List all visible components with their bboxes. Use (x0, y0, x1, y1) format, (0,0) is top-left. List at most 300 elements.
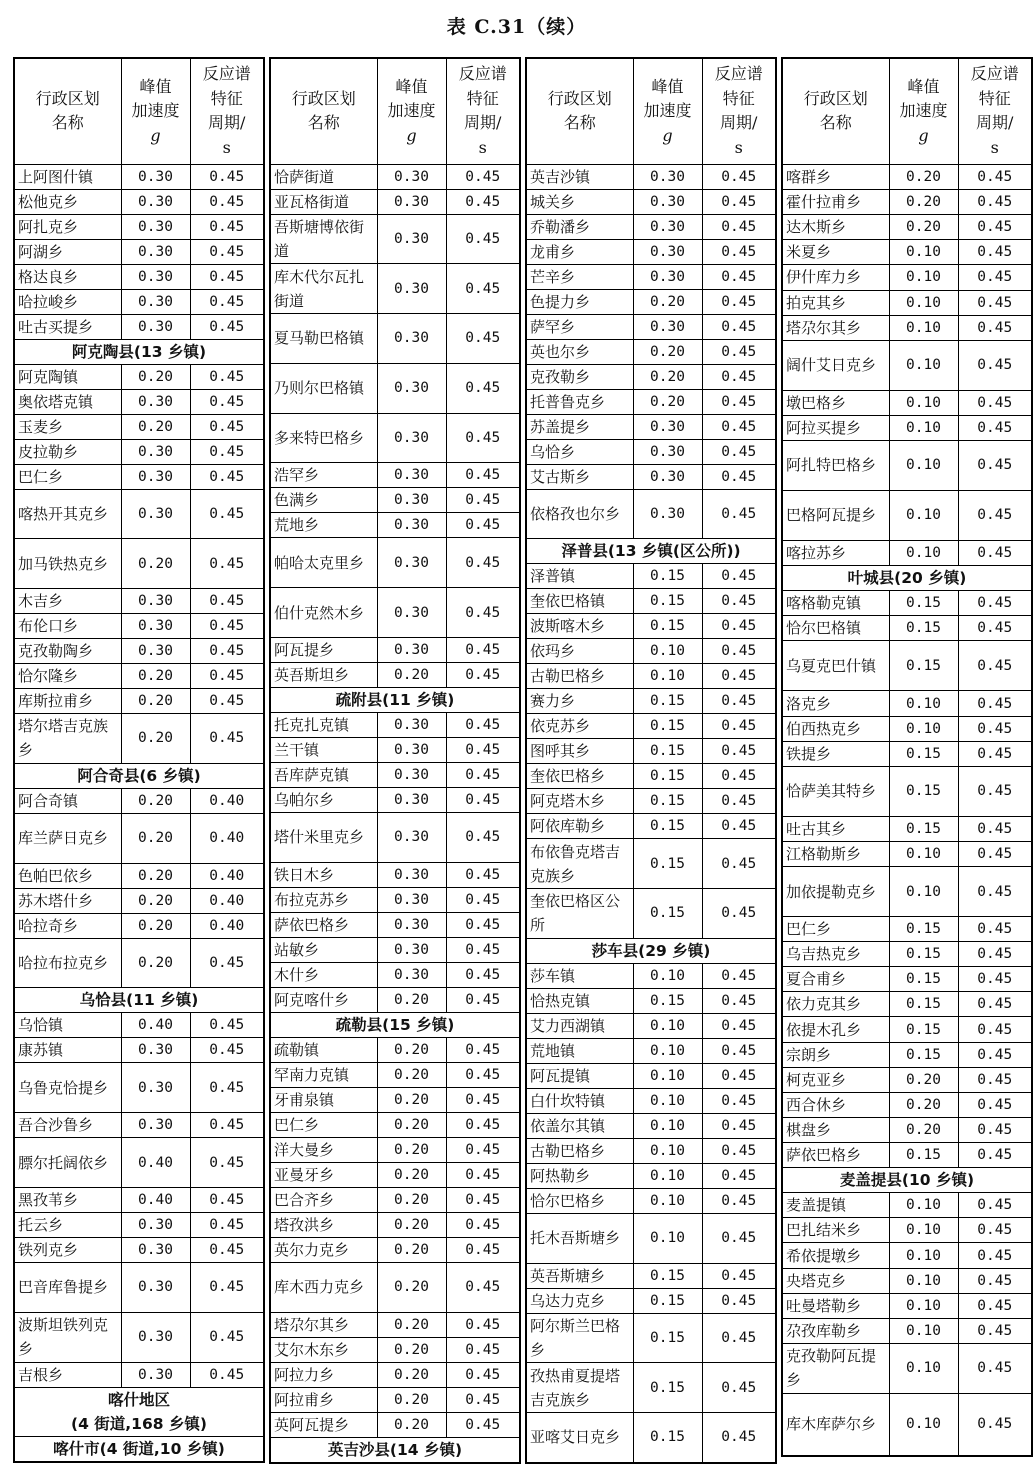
table-row (14, 1213, 264, 1238)
cell-pga: 0.20 (377, 663, 446, 688)
table-row (526, 963, 776, 988)
cell-period: 0.45 (958, 591, 1032, 616)
cell-period: 0.45 (958, 290, 1032, 315)
cell-period: 0.45 (958, 641, 1032, 691)
table-row (270, 962, 520, 987)
cell-pga: 0.15 (889, 591, 958, 616)
table-row (270, 1112, 520, 1137)
table-row (526, 689, 776, 714)
cell-period: 0.45 (190, 1312, 264, 1362)
cell-period: 0.45 (958, 1393, 1032, 1456)
cell-pga: 0.30 (633, 464, 702, 489)
table-container (13, 57, 1025, 1457)
table-row (526, 214, 776, 239)
table-row (270, 763, 520, 788)
cell-period: 0.45 (446, 1312, 520, 1337)
cell-name: 希依提墩乡 (782, 1243, 889, 1268)
cell-period: 0.45 (190, 689, 264, 714)
cell-name: 阿扎克乡 (14, 214, 121, 239)
table-row (14, 464, 264, 489)
cell-pga: 0.20 (377, 1037, 446, 1062)
cell-period: 0.45 (958, 741, 1032, 766)
table-row (270, 214, 520, 264)
cell-period: 0.45 (702, 789, 776, 814)
cell-period: 0.45 (190, 439, 264, 464)
table-row (526, 314, 776, 339)
cell-period: 0.45 (446, 189, 520, 214)
cell-pga: 0.30 (633, 414, 702, 439)
cell-name: 柯克亚乡 (782, 1067, 889, 1092)
table-row (782, 340, 1032, 390)
cell-period: 0.45 (702, 389, 776, 414)
table-row (14, 364, 264, 389)
cell-name: 铁列克乡 (14, 1238, 121, 1263)
cell-period: 0.45 (702, 963, 776, 988)
cell-pga: 0.20 (377, 1162, 446, 1187)
table-row (782, 867, 1032, 917)
cell-period: 0.45 (702, 1263, 776, 1288)
table-row (526, 714, 776, 739)
cell-period: 0.40 (190, 913, 264, 938)
header-pga: 峰值 加速度 g (377, 58, 446, 164)
section-row (14, 1437, 264, 1463)
cell-name: 阿尔斯兰巴格乡 (526, 1313, 633, 1363)
cell-pga: 0.10 (889, 340, 958, 390)
cell-name: 喀群乡 (782, 164, 889, 189)
table-row (270, 738, 520, 763)
cell-period: 0.45 (702, 414, 776, 439)
table-row (782, 1318, 1032, 1343)
table-row (526, 164, 776, 189)
section-row (14, 988, 264, 1013)
section-title: 阿克陶县(13 乡镇) (14, 339, 264, 364)
section-title: 英吉沙县(14 乡镇) (270, 1437, 520, 1463)
table-row (270, 1387, 520, 1412)
cell-pga: 0.20 (377, 1212, 446, 1237)
header-period: 反应谱 特征 周期/ s (702, 58, 776, 164)
cell-name: 江格勒斯乡 (782, 841, 889, 866)
cell-name: 喀格勒克镇 (782, 591, 889, 616)
cell-name: 英吉沙镇 (526, 164, 633, 189)
cell-name: 奎依巴格镇 (526, 589, 633, 614)
cell-period: 0.45 (446, 937, 520, 962)
cell-pga: 0.20 (377, 1262, 446, 1312)
cell-pga: 0.20 (377, 1137, 446, 1162)
cell-period: 0.45 (702, 1038, 776, 1063)
cell-pga: 0.30 (377, 413, 446, 463)
cell-name: 松他克乡 (14, 189, 121, 214)
section-row (14, 763, 264, 788)
cell-pga: 0.10 (889, 1218, 958, 1243)
cell-pga: 0.15 (633, 564, 702, 589)
cell-period: 0.45 (446, 1262, 520, 1312)
cell-name: 帕哈太克里乡 (270, 538, 377, 588)
cell-name: 波斯喀木乡 (526, 614, 633, 639)
cell-name: 哈拉峻乡 (14, 289, 121, 314)
table-row (14, 239, 264, 264)
cell-name: 恰热克镇 (526, 988, 633, 1013)
cell-period: 0.45 (190, 1138, 264, 1188)
cell-pga: 0.10 (889, 541, 958, 566)
cell-pga: 0.30 (121, 189, 190, 214)
cell-period: 0.45 (958, 867, 1032, 917)
cell-name: 库木西力克乡 (270, 1262, 377, 1312)
cell-name: 西合休乡 (782, 1092, 889, 1117)
cell-period: 0.45 (702, 714, 776, 739)
cell-pga: 0.30 (377, 638, 446, 663)
cell-period: 0.45 (446, 1362, 520, 1387)
cell-pga: 0.30 (377, 513, 446, 538)
table-row (526, 664, 776, 689)
cell-pga: 0.30 (121, 1213, 190, 1238)
table-column-2 (269, 57, 521, 1464)
section-row (270, 1437, 520, 1463)
cell-period: 0.45 (446, 638, 520, 663)
cell-pga: 0.30 (121, 214, 190, 239)
cell-name: 孜热甫夏提塔吉克族乡 (526, 1363, 633, 1413)
table-row (526, 389, 776, 414)
header-period: 反应谱 特征 周期/ s (190, 58, 264, 164)
cell-pga: 0.30 (121, 1038, 190, 1063)
cell-period: 0.45 (958, 1268, 1032, 1293)
table-row (270, 538, 520, 588)
cell-pga: 0.20 (377, 1237, 446, 1262)
cell-pga: 0.30 (121, 614, 190, 639)
header-name: 行政区划 名称 (526, 58, 633, 164)
cell-name: 英吾斯塘乡 (526, 1263, 633, 1288)
cell-period: 0.45 (702, 1163, 776, 1188)
header-period: 反应谱 特征 周期/ s (446, 58, 520, 164)
cell-period: 0.45 (958, 1017, 1032, 1042)
table-row (782, 265, 1032, 290)
table-row (526, 339, 776, 364)
section-title: 乌恰县(11 乡镇) (14, 988, 264, 1013)
cell-pga: 0.15 (889, 917, 958, 942)
cell-name: 阿扎特巴格乡 (782, 440, 889, 490)
section-row (270, 1012, 520, 1037)
cell-period: 0.45 (190, 414, 264, 439)
cell-pga: 0.10 (633, 963, 702, 988)
cell-pga: 0.10 (633, 1163, 702, 1188)
table-row (270, 912, 520, 937)
cell-period: 0.45 (446, 1087, 520, 1112)
cell-period: 0.45 (702, 739, 776, 764)
cell-period: 0.45 (446, 887, 520, 912)
cell-name: 罕南力克镇 (270, 1062, 377, 1087)
table-row (14, 214, 264, 239)
cell-pga: 0.30 (121, 464, 190, 489)
header-name: 行政区划 名称 (14, 58, 121, 164)
cell-pga: 0.30 (121, 589, 190, 614)
cell-period: 0.45 (190, 189, 264, 214)
cell-pga: 0.30 (121, 389, 190, 414)
cell-name: 阿瓦提乡 (270, 638, 377, 663)
cell-pga: 0.10 (889, 1268, 958, 1293)
cell-pga: 0.20 (377, 1087, 446, 1112)
cell-pga: 0.20 (633, 389, 702, 414)
cell-pga: 0.15 (633, 1288, 702, 1313)
cell-pga: 0.20 (377, 1412, 446, 1437)
table-row (526, 1013, 776, 1038)
cell-name: 阔什艾日克乡 (782, 340, 889, 390)
table-row (270, 264, 520, 314)
cell-name: 阿拉买提乡 (782, 415, 889, 440)
cell-pga: 0.10 (633, 1013, 702, 1038)
cell-pga: 0.30 (633, 314, 702, 339)
cell-period: 0.45 (446, 513, 520, 538)
cell-pga: 0.10 (633, 1038, 702, 1063)
cell-name: 乌鲁克恰提乡 (14, 1063, 121, 1113)
cell-period: 0.45 (958, 340, 1032, 390)
section-title: 莎车县(29 乡镇) (526, 938, 776, 963)
cell-name: 巴音库鲁提乡 (14, 1263, 121, 1313)
table-row (526, 739, 776, 764)
table-row (526, 789, 776, 814)
cell-period: 0.45 (958, 215, 1032, 240)
table-row (526, 1088, 776, 1113)
cell-name: 艾尔木东乡 (270, 1337, 377, 1362)
table-row (270, 413, 520, 463)
cell-pga: 0.10 (889, 867, 958, 917)
cell-name: 巴仁乡 (270, 1112, 377, 1137)
cell-name: 艾力西湖镇 (526, 1013, 633, 1038)
cell-name: 康苏镇 (14, 1038, 121, 1063)
cell-name: 宗朗乡 (782, 1042, 889, 1067)
cell-period: 0.45 (446, 862, 520, 887)
header-pga: 峰值 加速度 g (633, 58, 702, 164)
table-row (526, 1138, 776, 1163)
cell-period: 0.45 (190, 714, 264, 764)
cell-period: 0.45 (958, 942, 1032, 967)
table-row (782, 716, 1032, 741)
table-row (270, 1412, 520, 1437)
table-row (14, 289, 264, 314)
cell-pga: 0.30 (377, 862, 446, 887)
cell-pga: 0.30 (633, 214, 702, 239)
table-row (526, 289, 776, 314)
cell-pga: 0.20 (377, 1387, 446, 1412)
cell-pga: 0.15 (633, 789, 702, 814)
cell-pga: 0.20 (633, 364, 702, 389)
cell-period: 0.45 (702, 1213, 776, 1263)
table-row (526, 564, 776, 589)
cell-period: 0.45 (446, 1162, 520, 1187)
cell-period: 0.45 (446, 713, 520, 738)
table-row (270, 1137, 520, 1162)
cell-name: 古勒巴格乡 (526, 1138, 633, 1163)
cell-name: 巴扎结米乡 (782, 1218, 889, 1243)
cell-period: 0.45 (702, 189, 776, 214)
cell-name: 古勒巴格乡 (526, 664, 633, 689)
cell-period: 0.45 (446, 1412, 520, 1437)
cell-name: 托云乡 (14, 1213, 121, 1238)
cell-name: 波斯坦铁列克乡 (14, 1312, 121, 1362)
cell-pga: 0.30 (633, 264, 702, 289)
cell-name: 阿克塔木乡 (526, 789, 633, 814)
table-row (526, 1313, 776, 1363)
cell-name: 米夏乡 (782, 240, 889, 265)
table-row (782, 917, 1032, 942)
cell-pga: 0.30 (633, 439, 702, 464)
cell-period: 0.45 (702, 339, 776, 364)
cell-period: 0.45 (190, 1013, 264, 1038)
cell-period: 0.45 (702, 814, 776, 839)
table-row (270, 164, 520, 189)
cell-pga: 0.20 (889, 164, 958, 189)
cell-name: 赛力乡 (526, 689, 633, 714)
table-row (270, 189, 520, 214)
cell-period: 0.45 (958, 1042, 1032, 1067)
cell-pga: 0.20 (377, 1062, 446, 1087)
cell-name: 艾古斯乡 (526, 464, 633, 489)
cell-pga: 0.15 (633, 739, 702, 764)
cell-name: 格达良乡 (14, 264, 121, 289)
cell-period: 0.45 (958, 190, 1032, 215)
cell-name: 图呼其乡 (526, 739, 633, 764)
cell-name: 阿依库勒乡 (526, 814, 633, 839)
cell-name: 哈拉布拉克乡 (14, 938, 121, 988)
cell-period: 0.45 (190, 539, 264, 589)
table-row (526, 189, 776, 214)
cell-name: 色提力乡 (526, 289, 633, 314)
cell-period: 0.45 (446, 962, 520, 987)
cell-name: 布伦口乡 (14, 614, 121, 639)
header-period: 反应谱 特征 周期/ s (958, 58, 1032, 164)
cell-pga: 0.10 (889, 390, 958, 415)
section-title: 疏勒县(15 乡镇) (270, 1012, 520, 1037)
cell-pga: 0.40 (121, 1138, 190, 1188)
cell-pga: 0.10 (889, 1243, 958, 1268)
cell-pga: 0.15 (633, 714, 702, 739)
table-row (782, 1343, 1032, 1393)
section-title: 疏附县(11 乡镇) (270, 688, 520, 713)
table-row (782, 1218, 1032, 1243)
cell-name: 乌吉热克乡 (782, 942, 889, 967)
table-row (526, 464, 776, 489)
cell-pga: 0.15 (889, 766, 958, 816)
cell-pga: 0.10 (889, 240, 958, 265)
cell-name: 吉根乡 (14, 1362, 121, 1387)
cell-pga: 0.15 (889, 1143, 958, 1168)
header-pga: 峰值 加速度 g (121, 58, 190, 164)
cell-name: 站敏乡 (270, 937, 377, 962)
cell-pga: 0.20 (633, 289, 702, 314)
cell-pga: 0.15 (633, 988, 702, 1013)
cell-pga: 0.20 (121, 863, 190, 888)
cell-period: 0.45 (446, 1212, 520, 1237)
table-row (270, 1312, 520, 1337)
table-row (270, 1037, 520, 1062)
cell-period: 0.40 (190, 788, 264, 813)
cell-period: 0.45 (702, 239, 776, 264)
cell-pga: 0.15 (633, 689, 702, 714)
table-row (14, 489, 264, 539)
cell-pga: 0.30 (377, 488, 446, 513)
cell-name: 乃则尔巴格镇 (270, 363, 377, 413)
section-row (526, 539, 776, 564)
section-row (14, 1387, 264, 1437)
section-row (14, 339, 264, 364)
cell-period: 0.45 (190, 938, 264, 988)
cell-period: 0.45 (446, 363, 520, 413)
cell-name: 洛克乡 (782, 691, 889, 716)
cell-pga: 0.15 (889, 816, 958, 841)
cell-name: 塔尕尔其乡 (782, 315, 889, 340)
cell-name: 兰干镇 (270, 738, 377, 763)
cell-period: 0.45 (446, 214, 520, 264)
cell-period: 0.45 (702, 364, 776, 389)
table-row (782, 315, 1032, 340)
cell-name: 萨罕乡 (526, 314, 633, 339)
table-row (270, 314, 520, 364)
cell-name: 巴仁乡 (14, 464, 121, 489)
table-row (526, 814, 776, 839)
cell-period: 0.45 (958, 490, 1032, 540)
cell-period: 0.45 (446, 738, 520, 763)
table-row (526, 264, 776, 289)
cell-pga: 0.30 (377, 363, 446, 413)
cell-name: 喀拉苏乡 (782, 541, 889, 566)
cell-pga: 0.30 (121, 439, 190, 464)
table-row (270, 1362, 520, 1387)
cell-pga: 0.30 (377, 738, 446, 763)
cell-pga: 0.20 (121, 414, 190, 439)
table-row (526, 239, 776, 264)
cell-pga: 0.10 (889, 1393, 958, 1456)
cell-period: 0.45 (446, 1112, 520, 1137)
cell-pga: 0.20 (121, 664, 190, 689)
cell-period: 0.45 (190, 239, 264, 264)
cell-pga: 0.30 (377, 264, 446, 314)
table-row (14, 1263, 264, 1313)
cell-pga: 0.10 (889, 716, 958, 741)
cell-pga: 0.10 (633, 1088, 702, 1113)
cell-name: 吾合沙鲁乡 (14, 1113, 121, 1138)
cell-name: 亚瓦格街道 (270, 189, 377, 214)
cell-period: 0.45 (702, 1288, 776, 1313)
cell-name: 伊什库力乡 (782, 265, 889, 290)
cell-pga: 0.10 (889, 290, 958, 315)
table-row (14, 539, 264, 589)
cell-pga: 0.30 (121, 164, 190, 189)
cell-period: 0.45 (958, 816, 1032, 841)
cell-period: 0.45 (702, 1013, 776, 1038)
cell-name: 阿热勒乡 (526, 1163, 633, 1188)
table-row (782, 591, 1032, 616)
cell-name: 上阿图什镇 (14, 164, 121, 189)
cell-name: 阿湖乡 (14, 239, 121, 264)
cell-name: 英也尔乡 (526, 339, 633, 364)
header-name: 行政区划 名称 (782, 58, 889, 164)
cell-pga: 0.20 (377, 1337, 446, 1362)
cell-pga: 0.20 (377, 1112, 446, 1137)
cell-pga: 0.15 (889, 1042, 958, 1067)
cell-period: 0.45 (446, 538, 520, 588)
table-row (14, 1138, 264, 1188)
table-column-4 (781, 57, 1033, 1457)
cell-period: 0.45 (958, 390, 1032, 415)
cell-pga: 0.30 (633, 489, 702, 539)
cell-pga: 0.10 (889, 265, 958, 290)
table-row (526, 839, 776, 889)
cell-period: 0.45 (958, 1092, 1032, 1117)
table-row (14, 1312, 264, 1362)
cell-pga: 0.20 (889, 1092, 958, 1117)
cell-pga: 0.30 (377, 763, 446, 788)
table-row (14, 938, 264, 988)
cell-period: 0.45 (702, 1363, 776, 1413)
table-row (526, 889, 776, 939)
